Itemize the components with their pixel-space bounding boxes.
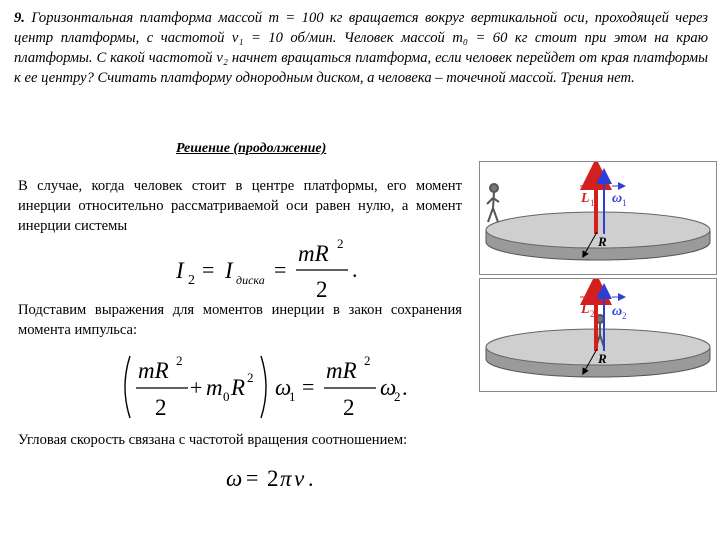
f2-R-sup: 2 (247, 370, 254, 385)
label-R-bottom: R (598, 351, 607, 366)
f2-plus: + (190, 375, 203, 400)
f3-omega: ω (226, 466, 243, 491)
f2-num-b: mR (326, 358, 357, 383)
figure-person-at-edge (479, 161, 717, 275)
f2-end: . (402, 375, 408, 400)
f1-lhs-sub: 2 (188, 273, 195, 288)
label-L1-sub: 1 (590, 198, 595, 208)
label-R-top: R (598, 234, 607, 249)
solution-paragraph-3: Угловая скорость связана с частотой вращения соотношением: (18, 432, 408, 448)
formula-moment-of-inertia (170, 236, 370, 302)
f1-eq: = (202, 257, 215, 282)
f2-m0-sub: 0 (223, 389, 230, 404)
formula-momentum-conservation (118, 352, 418, 424)
f2-omega1-sub: 1 (289, 389, 296, 404)
label-omega1: ω (612, 191, 623, 206)
label-L1: L (581, 191, 590, 206)
solution-paragraph-2: Подставим выражения для моментов инерции в закон сохранения момента импульса: (18, 302, 462, 338)
f3-two: 2 (267, 466, 279, 491)
figure-1-drawing (480, 162, 716, 274)
label-omega1-sub: 1 (622, 198, 627, 208)
f3-nu: ν (294, 466, 305, 491)
f1-sup: 2 (337, 236, 344, 251)
f2-R: R (231, 375, 246, 400)
formula-omega-nu (222, 460, 332, 494)
f1-num: mR (298, 241, 329, 266)
label-omega2: ω (612, 304, 623, 319)
f2-sup-a: 2 (176, 353, 183, 368)
f1-den: 2 (316, 277, 328, 302)
f2-omega2: ω (380, 375, 397, 400)
figure-2-drawing (480, 279, 716, 391)
solution-paragraph-1: В случае, когда человек стоит в центре платформы, его момент инерции относительно рассматриваемой оси равен нулю, а момент инерции системы (18, 178, 462, 234)
f1-end: . (352, 257, 358, 282)
f2-den-a: 2 (155, 395, 167, 420)
person-figure (487, 184, 499, 222)
label-L2: L (581, 302, 590, 317)
f1-eq2: = (274, 257, 287, 282)
f2-right-paren (261, 356, 266, 418)
problem-text: Горизонтальная платформа массой m = 100 кг вращается вокруг вертикальной оси, проходящей через центр платформы, с частотой ν₁ = 10 об/мин. Человек массой m₀ = 60 кг стоит при этом на краю платформы. С какой частотой ν₂ начнет вращаться платформа, если человек перейдет от края платформы к ее центру? Считать платформу однородным диском, а человека – точечной массой. Трения нет. (14, 10, 708, 86)
f2-den-b: 2 (343, 395, 355, 420)
label-omega2-sub: 2 (622, 311, 627, 321)
solution-title: Решение (продолжение) (176, 141, 327, 156)
f2-m0: m (206, 375, 223, 400)
f2-omega1: ω (275, 375, 292, 400)
problem-statement (14, 8, 708, 88)
f2-eq: = (302, 374, 315, 399)
f2-sup-b: 2 (364, 353, 371, 368)
f1-mid: I (225, 258, 233, 283)
problem-number: 9. (14, 10, 25, 26)
figure-person-at-center (479, 278, 717, 392)
f2-omega2-sub: 2 (394, 389, 401, 404)
f2-num-a: mR (138, 358, 169, 383)
f2-left-paren (125, 356, 130, 418)
f3-pi: π (280, 466, 292, 491)
f1-lhs: I (176, 258, 184, 283)
f3-end: . (308, 466, 314, 491)
f3-eq: = (246, 465, 259, 490)
label-L2-sub: 2 (590, 309, 595, 319)
f1-mid-sub: диска (236, 273, 265, 287)
